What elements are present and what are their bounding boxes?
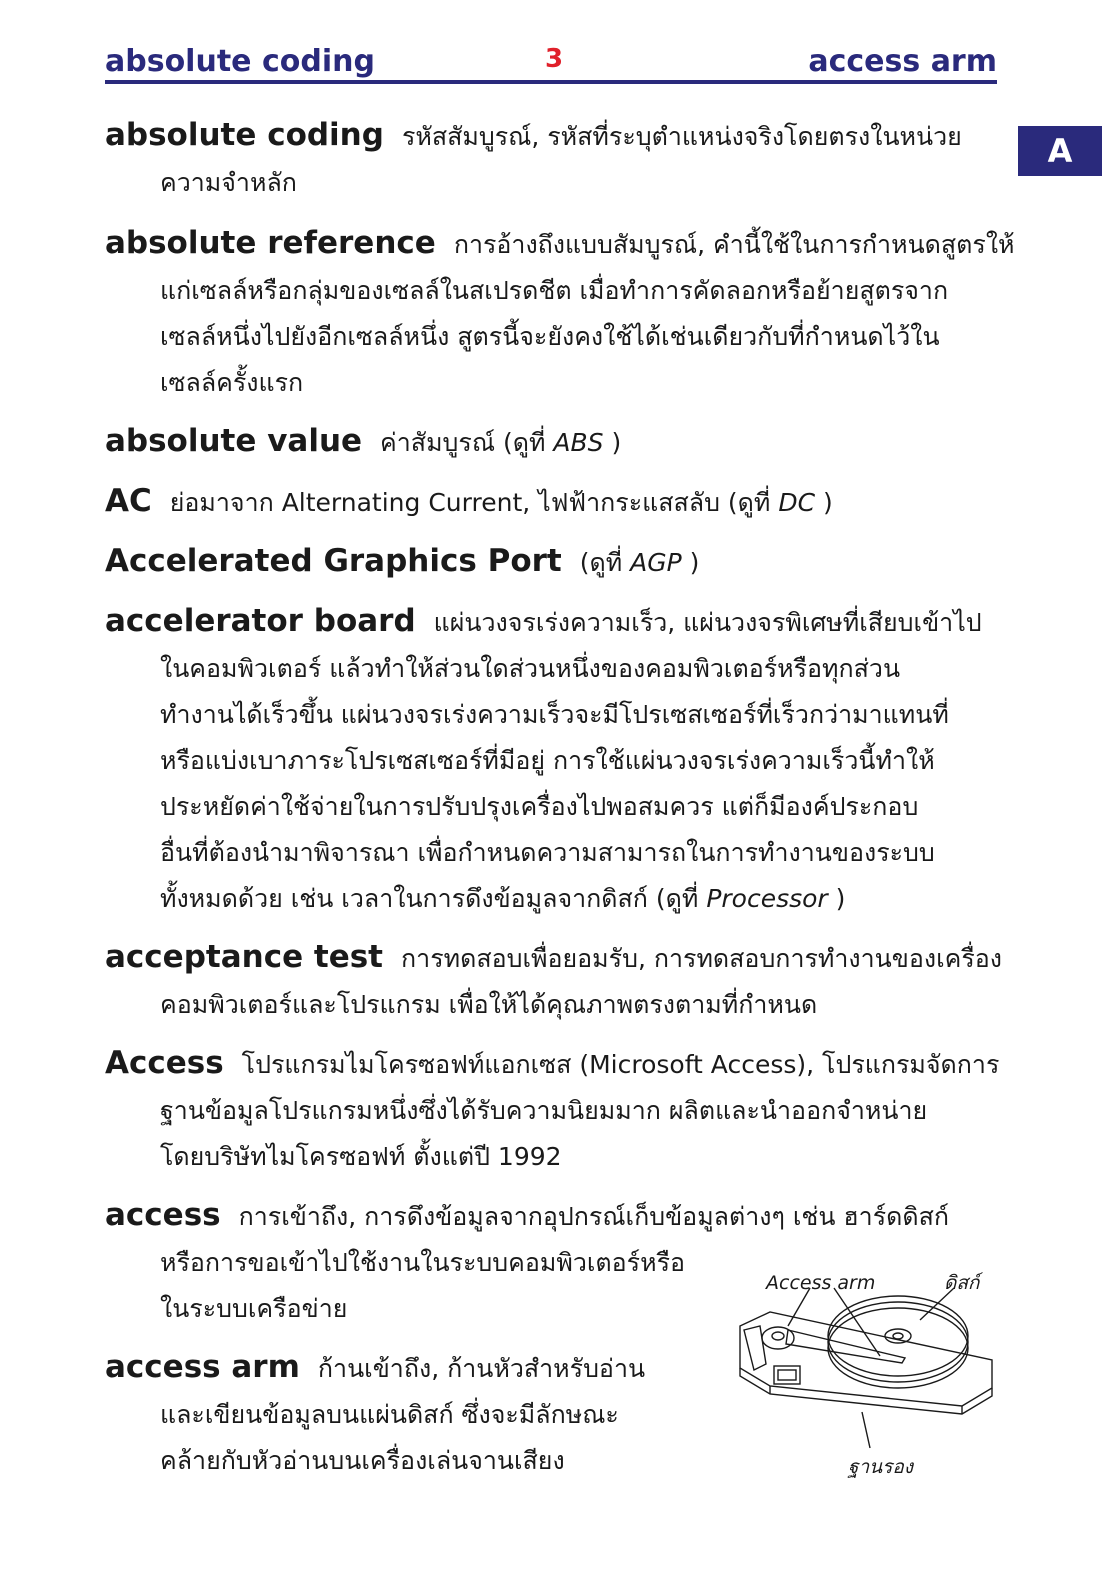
entry-term: AC	[105, 483, 152, 519]
entry-absolute-reference	[105, 220, 1015, 406]
entry-term: access	[105, 1197, 221, 1233]
page-number: 3	[545, 44, 564, 74]
entry-line: คอมพิวเตอร์และโปรแกรม เพื่อให้ได้คุณภาพตรงตามที่กำหนด	[160, 990, 818, 1019]
entry-access-program	[105, 1040, 1000, 1180]
entry-definition: การทดสอบเพื่อยอมรับ, การทดสอบการทำงานของเครื่อง	[401, 944, 1002, 973]
entry-definition-end: )	[815, 488, 833, 517]
entry-line: ฐานข้อมูลโปรแกรมหนึ่งซึ่งได้รับความนิยมมาก ผลิตและนำออกจำหน่าย	[160, 1096, 928, 1125]
entry-line: โดยบริษัทไมโครซอฟท์ ตั้งแต่ปี 1992	[160, 1142, 562, 1171]
entry-ac	[105, 478, 997, 526]
entry-definition: ย่อมาจาก Alternating Current, ไฟฟ้ากระแสสลับ (ดูที่	[169, 488, 779, 517]
cross-reference-link[interactable]: ABS	[553, 428, 604, 457]
entry-line: คล้ายกับหัวอ่านบนเครื่องเล่นจานเสียง	[160, 1446, 565, 1475]
entry-line: ทำงานได้เร็วขึ้น แผ่นวงจรเร่งความเร็วจะมีโปรเซสเซอร์ที่เร็วกว่ามาแทนที่	[160, 700, 949, 729]
entry-accelerator-board	[105, 598, 997, 922]
letter-tab: A	[1018, 126, 1102, 176]
entry-term: access arm	[105, 1349, 300, 1385]
entry-definition: ทั้งหมดด้วย เช่น เวลาในการดึงข้อมูลจากดิสก์ (ดูที่	[160, 884, 707, 913]
entry-term: absolute reference	[105, 225, 436, 261]
running-header	[105, 42, 997, 86]
entry-term: absolute value	[105, 423, 363, 459]
entry-term: Access	[105, 1045, 224, 1081]
entry-term: accelerator board	[105, 603, 416, 639]
entry-line: เซลล์หนึ่งไปยังอีกเซลล์หนึ่ง สูตรนี้จะยังคงใช้ได้เช่นเดียวกับที่กำหนดไว้ใน	[160, 322, 940, 351]
entry-line-last	[105, 876, 997, 922]
figure-label-base: ฐานรอง	[848, 1456, 914, 1478]
entry-definition: การอ้างถึงแบบสัมบูรณ์, คำนี้ใช้ในการกำหนดสูตรให้	[453, 230, 1015, 259]
entry-line: หรือแบ่งเบาภาระโปรเซสเซอร์ที่มีอยู่ การใช้แผ่นวงจรเร่งความเร็วนี้ทำให้	[160, 746, 935, 775]
header-right-term: access arm	[808, 44, 997, 79]
entry-definition-end: )	[827, 884, 846, 913]
entry-definition: รหัสสัมบูรณ์, รหัสที่ระบุตำแหน่งจริงโดยตรงในหน่วย	[401, 122, 962, 151]
entry-line: ความจำหลัก	[160, 168, 297, 197]
hard-disk-figure	[730, 1268, 1000, 1483]
entry-definition: ก้านเข้าถึง, ก้านหัวสำหรับอ่าน	[317, 1354, 646, 1383]
entry-term: acceptance test	[105, 939, 384, 975]
entry-line: เซลล์ครั้งแรก	[160, 368, 304, 397]
entry-definition: ค่าสัมบูรณ์ (ดูที่	[380, 428, 554, 457]
entry-definition: การเข้าถึง, การดึงข้อมูลจากอุปกรณ์เก็บข้อมูลต่างๆ เช่น ฮาร์ดดิสก์	[238, 1202, 949, 1231]
entry-line: และเขียนข้อมูลบนแผ่นดิสก์ ซึ่งจะมีลักษณะ	[160, 1400, 619, 1429]
entry-acceptance-test	[105, 934, 1002, 1028]
figure-label-disk: ดิสก์	[944, 1272, 980, 1294]
cross-reference-link[interactable]: Processor	[706, 884, 828, 913]
hard-disk-drawing	[730, 1268, 1000, 1453]
entry-access-arm	[105, 1344, 725, 1484]
entry-line: ประหยัดค่าใช้จ่ายในการปรับปรุงเครื่องไปพอสมควร แต่ก็มีองค์ประกอบ	[160, 792, 919, 821]
figure-label-access-arm: Access arm	[766, 1272, 876, 1294]
entry-definition: แผ่นวงจรเร่งความเร็ว, แผ่นวงจรพิเศษที่เสียบเข้าไป	[433, 608, 982, 637]
entry-absolute-value	[105, 418, 997, 466]
entry-line: แก่เซลล์หรือกลุ่มของเซลล์ในสเปรดชีต เมื่อทำการคัดลอกหรือย้ายสูตรจาก	[160, 276, 949, 305]
entry-definition: (ดูที่	[579, 548, 631, 577]
entry-line: อื่นที่ต้องนำมาพิจารณา เพื่อกำหนดความสามารถในการทำงานของระบบ	[160, 838, 935, 867]
entry-term: absolute coding	[105, 117, 384, 153]
entry-accelerated-graphics-port	[105, 538, 997, 586]
entry-line: ในระบบเครือข่าย	[160, 1294, 348, 1323]
cross-reference-link[interactable]: DC	[778, 488, 816, 517]
entry-absolute-coding	[105, 112, 997, 206]
entry-definition: โปรแกรมไมโครซอฟท์แอกเซส (Microsoft Access), โปรแกรมจัดการ	[241, 1050, 1000, 1079]
cross-reference-link[interactable]: AGP	[630, 548, 682, 577]
entry-definition-end: )	[603, 428, 622, 457]
header-rule	[105, 80, 997, 84]
header-left-term: absolute coding	[105, 44, 375, 79]
entry-line: ในคอมพิวเตอร์ แล้วทำให้ส่วนใดส่วนหนึ่งของคอมพิวเตอร์หรือทุกส่วน	[160, 654, 901, 683]
entry-line: หรือการขอเข้าไปใช้งานในระบบคอมพิวเตอร์หรือ	[160, 1248, 686, 1277]
entry-term: Accelerated Graphics Port	[105, 543, 562, 579]
entry-definition-end: )	[681, 548, 700, 577]
